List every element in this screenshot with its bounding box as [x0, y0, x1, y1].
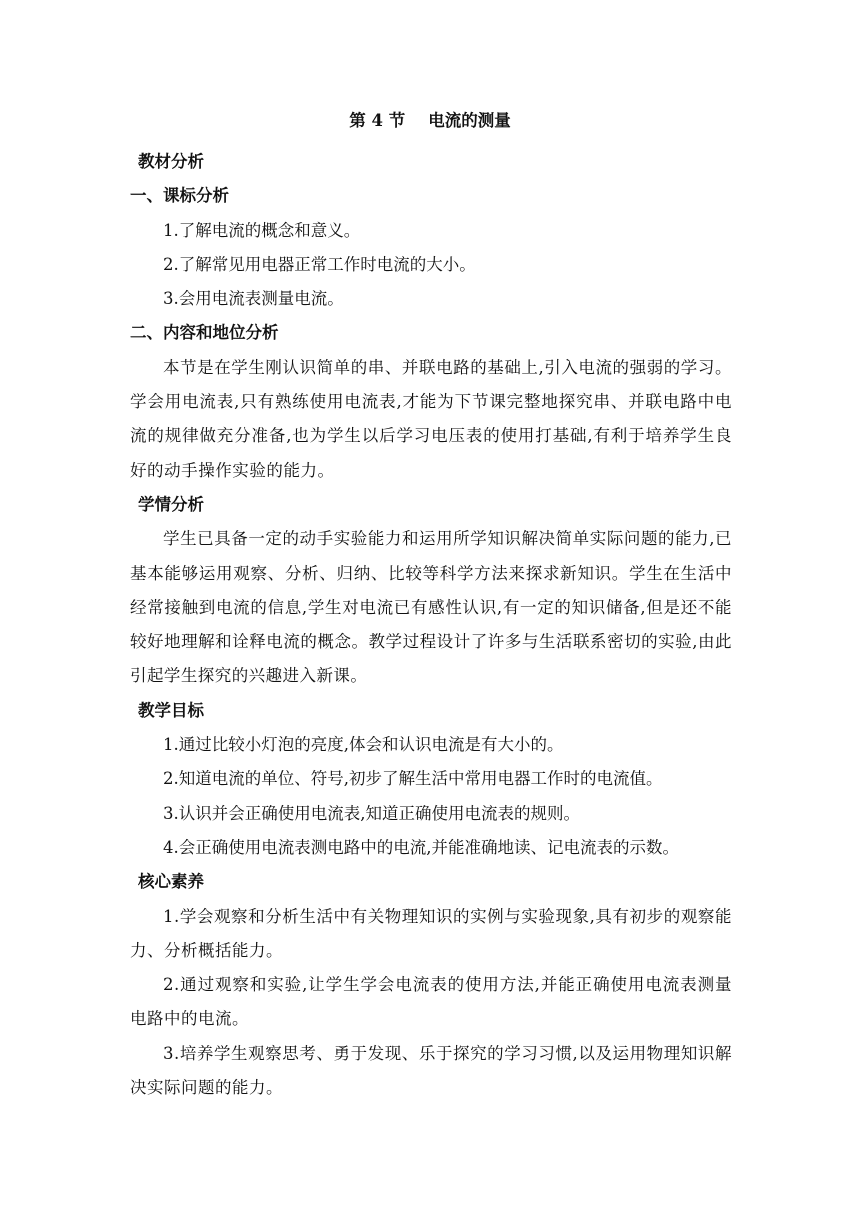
paragraph-content-position: 本节是在学生刚认识简单的串、并联电路的基础上,引入电流的强弱的学习。学会用电流表,只有熟练使用电流表,才能为下节课完整地探究串、并联电路中电流的规律做充分准备,也为学生以后学习电压表的使用打基础,有利于培养学生良好的动手操作实验的能力。 [130, 357, 732, 480]
list-item: 1.通过比较小灯泡的亮度,体会和认识电流是有大小的。 [163, 735, 564, 755]
list-item: 3.会用电流表测量电流。 [163, 289, 344, 309]
paragraph-core-literacy-1: 1.学会观察和分析生活中有关物理知识的实例与实验现象,具有初步的观察能力、分析概括能力。 [130, 906, 732, 960]
list-item: 2.了解常见用电器正常工作时电流的大小。 [163, 254, 476, 274]
paragraph-core-literacy-3: 3.培养学生观察思考、勇于发现、乐于探究的学习习惯,以及运用物理知识解决实际问题的能力。 [130, 1043, 732, 1098]
list-item: 4.会正确使用电流表测电路中的电流,并能准确地读、记电流表的示数。 [163, 837, 679, 857]
paragraph-learner-analysis: 学生已具备一定的动手实验能力和运用所学知识解决简单实际问题的能力,已基本能够运用观察、分析、归纳、比较等科学方法来探求新知识。学生在生活中经常接触到电流的信息,学生对电流已有感性认识,有一定的知识储备,但是还不能较好地理解和诠释电流的概念。教学过程设计了许多与生活联系密切的实验,由此引起学生探究的兴趣进入新课。 [130, 529, 732, 686]
section-heading-textbook-analysis: 教材分析 [138, 152, 204, 171]
section-heading-curriculum: 一、课标分析 [130, 186, 229, 206]
list-item: 3.认识并会正确使用电流表,知道正确使用电流表的规则。 [163, 803, 580, 823]
document-body [130, 145, 732, 1105]
section-heading-core-literacy: 核心素养 [138, 872, 204, 892]
list-item: 1.了解电流的概念和意义。 [163, 220, 361, 240]
section-heading-teaching-goals: 教学目标 [138, 700, 204, 720]
paragraph-core-literacy-2: 2.通过观察和实验,让学生学会电流表的使用方法,并能正确使用电流表测量电路中的电流。 [130, 975, 732, 1029]
page-title: 第 4 节 电流的测量 [349, 111, 511, 130]
list-item: 2.知道电流的单位、符号,初步了解生活中常用电器工作时的电流值。 [163, 769, 663, 789]
section-heading-learner-analysis: 学情分析 [138, 494, 204, 514]
section-heading-content-position: 二、内容和地位分析 [130, 323, 279, 343]
